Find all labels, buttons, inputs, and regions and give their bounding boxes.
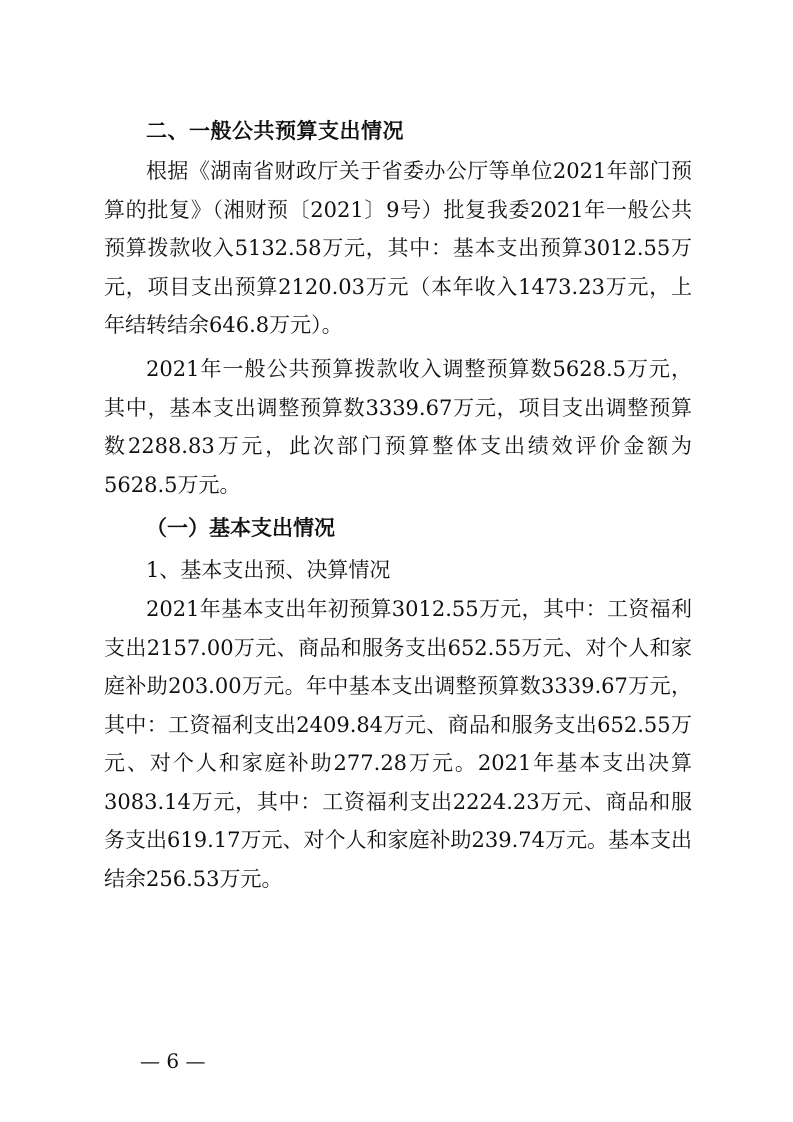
paragraph-basic-expenditure: 2021年基本支出年初预算3012.55万元，其中：工资福利支出2157.00万元、商品和服务支出652.55万元、对个人和家庭补助203.00万元。年中基本支出调整预算数3339.67万元，其中：工资福利支出2409.84万元、商品和服务支出652.55万元、对个人和家庭补助277.28万元。2021年基本支出决算3083.14万元，其中：工资福利支出2224.23万元、商品和服务支出619.17万元、对个人和家庭补助239.74万元。基本支出结余256.53万元。 [104,597,692,891]
paragraph-budget-approval: 根据《湖南省财政厅关于省委办公厅等单位2021年部门预算的批复》（湘财预〔2021〕9号）批复我委2021年一般公共预算拨款收入5132.58万元，其中：基本支出预算3012.55万元，项目支出预算2120.03万元（本年收入1473.23万元，上年结转结余646.8万元）。 [104,159,692,337]
section-heading: 二、一般公共预算支出情况 [146,119,404,143]
page-number: — 6 — [140,1049,206,1073]
list-item-heading: 1、基本支出预、决算情况 [146,558,391,582]
subsection-heading: （一）基本支出情况 [146,516,335,540]
paragraph-adjusted-budget: 2021年一般公共预算拨款收入调整预算数5628.5万元，其中，基本支出调整预算数3339.67万元，项目支出调整预算数2288.83万元，此次部门预算整体支出绩效评价金额为5628.5万元。 [104,357,692,497]
